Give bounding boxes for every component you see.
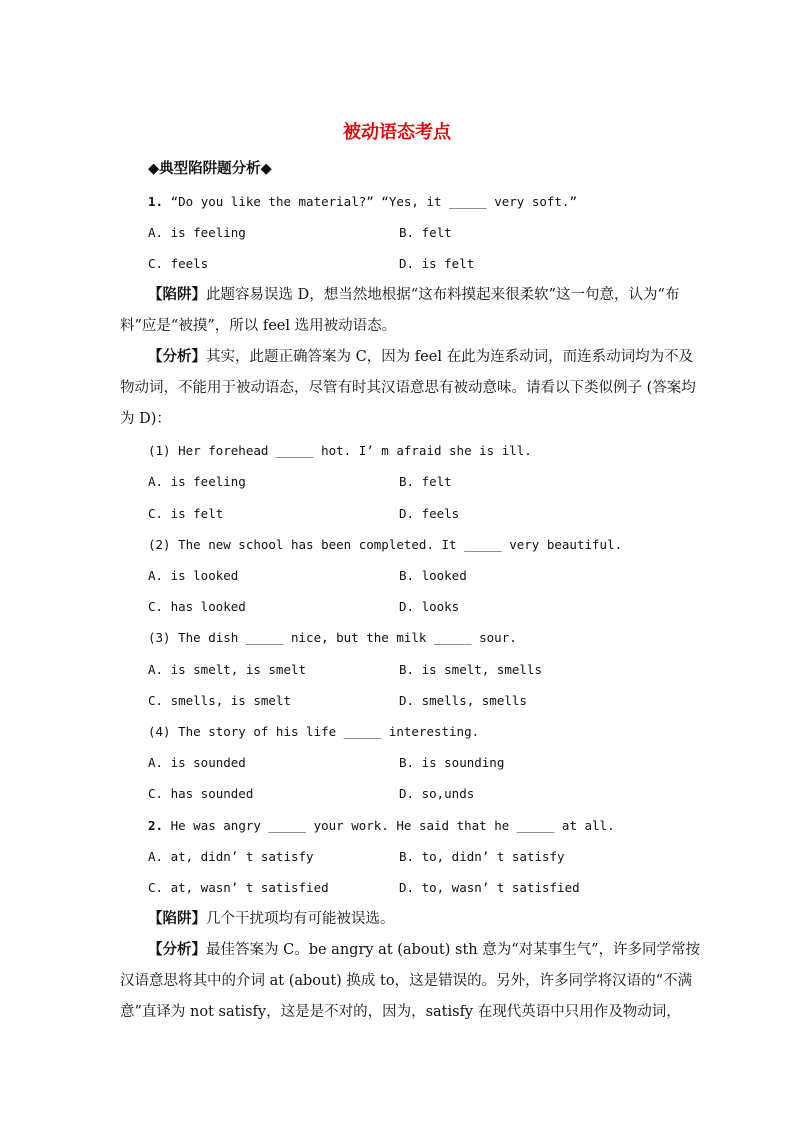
analysis-paragraph-2	[148, 940, 700, 960]
analysis-tag: 【分析】	[148, 348, 206, 365]
example-1-option-d: D. feels	[399, 506, 460, 521]
example-3-option-a: A. is smelt, is smelt	[148, 662, 307, 677]
analysis-text-line-3: 为 D)：	[120, 411, 171, 427]
question-2	[148, 816, 615, 836]
question-stem: “Do you like the material?” “Yes, it _____ very soft.”	[170, 194, 577, 209]
analysis-text-line-2: 物动词，不能用于被动语态，尽管有时其汉语意思有被动意味。请看以下类似例子 (答案均	[120, 380, 696, 396]
trap-text: 此题容易误选 D，想当然地根据“这布料摸起来很柔软”这一句意，认为“布	[206, 287, 680, 303]
example-4-option-c: C. has sounded	[148, 786, 254, 801]
question-1	[148, 192, 577, 212]
q2-option-b: B. to, didn’ t satisfy	[399, 849, 565, 864]
option-d: D. is felt	[399, 256, 475, 271]
trap-tag: 【陷阱】	[148, 286, 206, 303]
q2-option-c: C. at, wasn’ t satisfied	[148, 880, 329, 895]
example-4-stem: (4) The story of his life _____ interesting.	[148, 724, 480, 739]
example-2-option-c: C. has looked	[148, 599, 246, 614]
example-4-option-d: D. so,unds	[399, 786, 475, 801]
trap-paragraph-2	[148, 909, 395, 929]
q2-option-a: A. at, didn’ t satisfy	[148, 849, 314, 864]
example-1-option-a: A. is feeling	[148, 474, 246, 489]
analysis-text: 最佳答案为 C。be angry at (about) sth 意为“对某事生气”，许多同学常按	[206, 942, 701, 958]
analysis-paragraph-1	[148, 347, 693, 367]
example-3-option-c: C. smells, is smelt	[148, 693, 291, 708]
analysis-2-text-line-3: 意”直译为 not satisfy，这是是不对的，因为，satisfy 在现代英语中只用作及物动词，	[120, 1004, 681, 1020]
option-c: C. feels	[148, 256, 209, 271]
option-b: B. felt	[399, 225, 452, 240]
example-1-stem: (1) Her forehead _____ hot. I’ m afraid she is ill.	[148, 443, 532, 458]
trap-text-line-2: 料”应是“被摸”，所以 feel 选用被动语态。	[120, 318, 397, 334]
example-4-option-a: A. is sounded	[148, 755, 246, 770]
question-stem: He was angry _____ your work. He said that he _____ at all.	[170, 818, 615, 833]
trap-tag: 【陷阱】	[148, 910, 206, 927]
example-3-option-b: B. is smelt, smells	[399, 662, 542, 677]
question-number: 1.	[148, 194, 164, 209]
trap-paragraph-1	[148, 285, 679, 305]
example-2-option-b: B. looked	[399, 568, 467, 583]
example-4-option-b: B. is sounding	[399, 755, 505, 770]
section-header: ◆典型陷阱题分析◆	[148, 160, 272, 177]
example-3-stem: (3) The dish _____ nice, but the milk _____ sour.	[148, 630, 517, 645]
analysis-text: 其实，此题正确答案为 C，因为 feel 在此为连系动词，而连系动词均为不及	[206, 349, 694, 365]
example-2-stem: (2) The new school has been completed. It _____ very beautiful.	[148, 537, 623, 552]
option-a: A. is feeling	[148, 225, 246, 240]
example-2-option-a: A. is looked	[148, 568, 239, 583]
example-1-option-b: B. felt	[399, 474, 452, 489]
q2-option-d: D. to, wasn’ t satisfied	[399, 880, 580, 895]
trap-text: 几个干扰项均有可能被误选。	[206, 911, 395, 927]
analysis-tag: 【分析】	[148, 941, 206, 958]
example-2-option-d: D. looks	[399, 599, 460, 614]
question-number: 2.	[148, 818, 164, 833]
page-title: 被动语态考点	[343, 122, 451, 143]
example-3-option-d: D. smells, smells	[399, 693, 527, 708]
analysis-2-text-line-2: 汉语意思将其中的介词 at (about) 换成 to，这是错误的。另外，许多同学将汉语的“不满	[120, 973, 693, 989]
example-1-option-c: C. is felt	[148, 506, 224, 521]
